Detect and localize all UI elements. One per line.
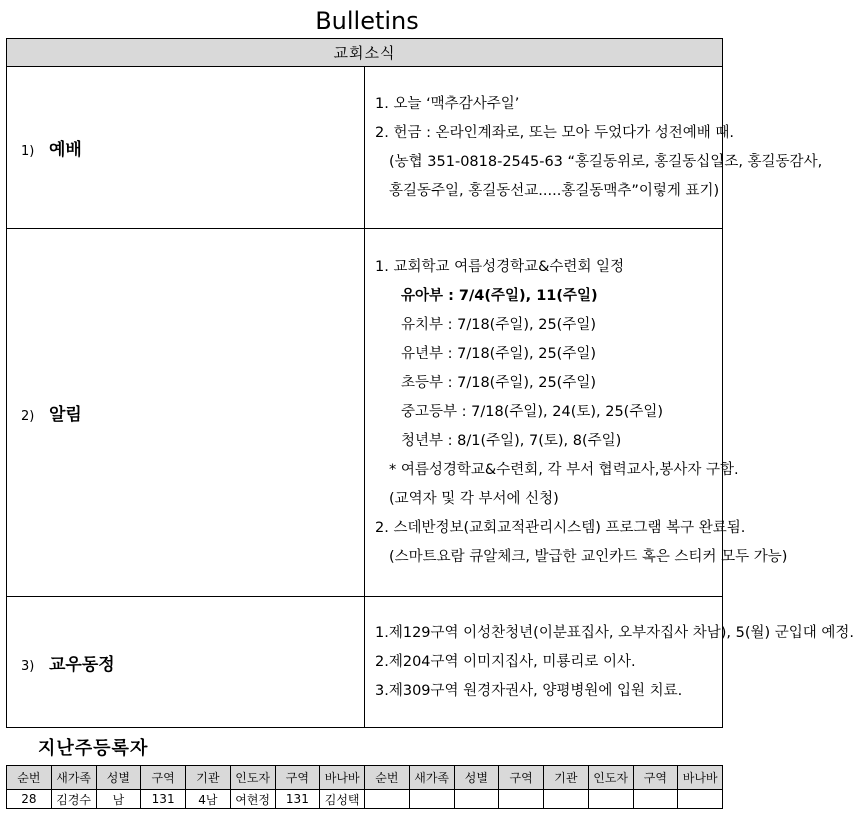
section-worship [7,67,723,229]
content-line: 1.제129구역 이성찬청년(이분표집사, 오부자집사 차남), 5(월) 군입대 예정. [375,624,854,641]
content-line: 1. 오늘 ‘맥추감사주일’ [375,95,520,112]
column-header: 순번 [7,766,52,790]
table-cell [544,790,589,809]
column-header: 새가족 [51,766,96,790]
content-line: 초등부 : 7/18(주일), 25(주일) [401,375,597,391]
section-number: 2) [21,409,35,424]
content-line: (농협 351-0818-2545-63 “홍길동위로, 홍길동십일조, 홍길동감사, [389,153,823,170]
table-cell: 여현정 [230,790,275,809]
table-cell [633,790,678,809]
content-line: 유아부 : 7/4(주일), 11(주일) [401,288,598,304]
column-header: 기관 [544,766,589,790]
content-line: 2.제204구역 이미지집사, 미룡리로 이사. [375,653,636,670]
registration-title: 지난주등록자 [38,738,149,759]
table-cell: 131 [141,790,186,809]
table-cell: 김성택 [320,790,365,809]
table-cell [499,790,544,809]
section-label: 알림 [49,405,82,425]
content-line: 3.제309구역 원경자권사, 양평병원에 입원 치료. [375,682,683,699]
content-line: 청년부 : 8/1(주일), 7(토), 8(주일) [401,433,622,449]
content-line: 유치부 : 7/18(주일), 25(주일) [401,317,597,333]
section-category [7,229,365,597]
section-content [365,67,823,229]
column-header: 기관 [186,766,231,790]
column-header: 구역 [275,766,320,790]
section-members-news [7,597,723,728]
column-header: 성별 [96,766,141,790]
content-line: 홍길동주일, 홍길동선교.....홍길동맥추”이렇게 표기) [389,182,720,199]
registration-table [6,765,723,809]
table-cell: 4남 [186,790,231,809]
content-line: 2. 스데반정보(교회교적관리시스템) 프로그램 복구 완료됨. [375,520,746,536]
content-line: 1. 교회학교 여름성경학교&수련회 일정 [375,259,625,275]
column-header: 구역 [141,766,186,790]
table-cell: 28 [7,790,52,809]
section-label: 예배 [49,140,82,160]
content-line: 2. 헌금 : 온라인계좌로, 또는 모아 두었다가 성전예배 때. [375,124,734,141]
bulletin-table [6,38,854,728]
table-cell [409,790,454,809]
column-header: 구역 [633,766,678,790]
section-content [365,597,854,728]
table-header: 교회소식 [7,39,723,67]
content-line: 중고등부 : 7/18(주일), 24(토), 25(주일) [401,404,664,420]
table-cell [678,790,723,809]
table-cell [454,790,499,809]
content-line: (교역자 및 각 부서에 신청) [389,491,559,507]
table-row [7,790,723,809]
column-header: 구역 [499,766,544,790]
table-cell [365,790,410,809]
table-cell [588,790,633,809]
section-label: 교우동정 [49,654,115,675]
column-header: 인도자 [230,766,275,790]
section-notice [7,229,723,597]
section-number: 3) [21,658,35,674]
section-category [7,67,365,229]
table-cell: 131 [275,790,320,809]
section-number: 1) [21,144,35,159]
column-header: 인도자 [588,766,633,790]
page-title: Bulletins [315,7,419,35]
column-header: 바나바 [320,766,365,790]
content-line: * 여름성경학교&수련회, 각 부서 협력교사,봉사자 구함. [389,462,739,478]
table-cell: 남 [96,790,141,809]
column-header: 바나바 [678,766,723,790]
table-cell: 김경수 [51,790,96,809]
column-header: 성별 [454,766,499,790]
content-line: (스마트요람 큐알체크, 발급한 교인카드 혹은 스티커 모두 가능) [389,549,788,565]
column-header: 순번 [365,766,410,790]
section-content [365,229,788,597]
column-header: 새가족 [409,766,454,790]
registration-header-row [7,766,723,790]
content-line: 유년부 : 7/18(주일), 25(주일) [401,346,597,362]
section-category [7,597,365,728]
